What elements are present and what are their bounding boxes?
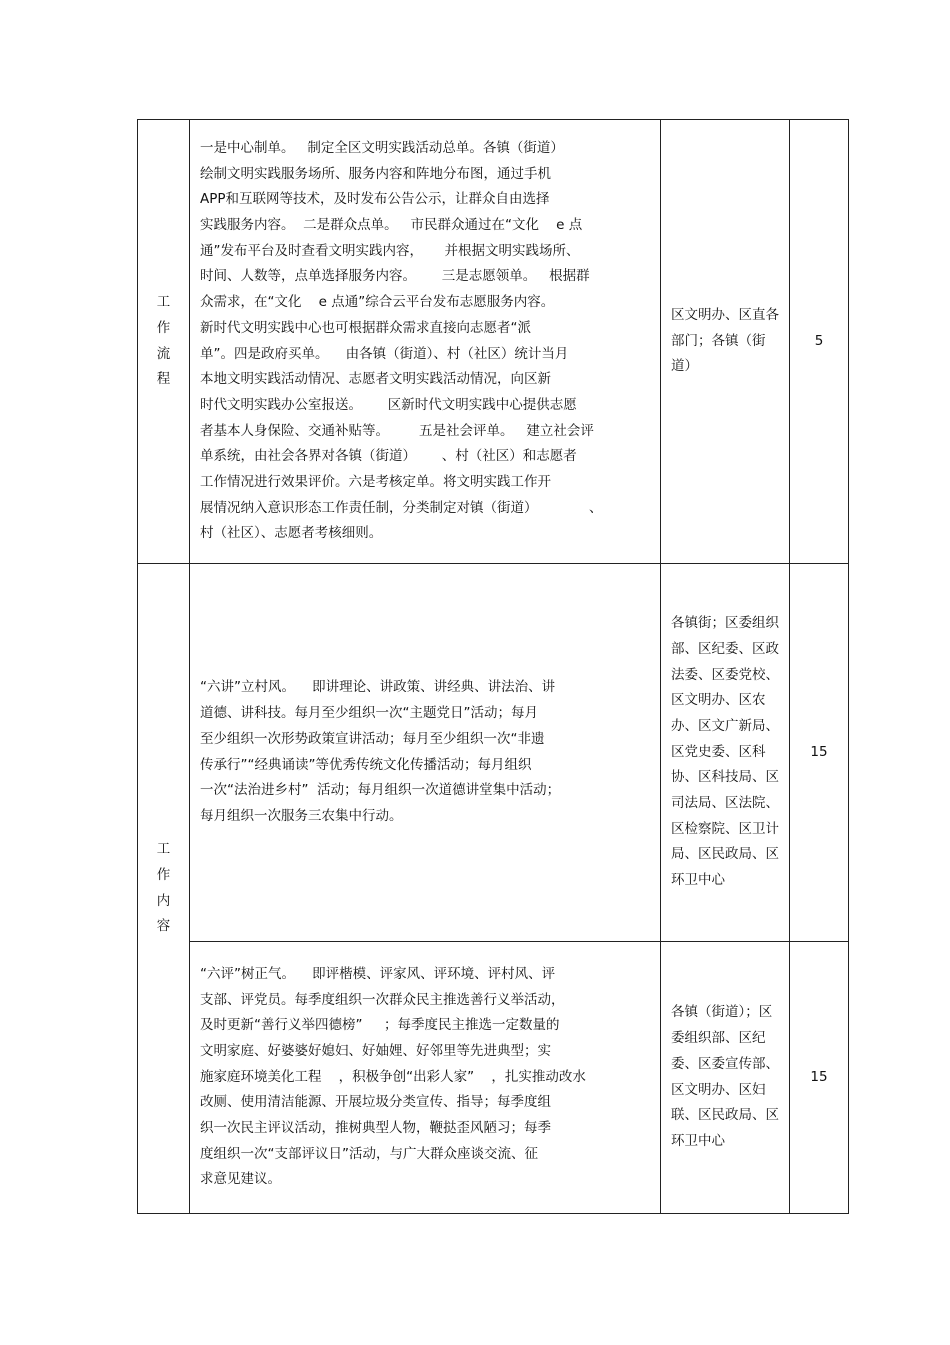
evaluation-table [137,119,849,1214]
content-line: 实践服务内容。 二是群众点单。 市民群众通过在“文化 e 点 [200,216,583,233]
content-line: 改厕、使用清洁能源、开展垃圾分类宣传、指导；每季度组 [200,1094,551,1111]
department-cell: 各镇（街道）；区委组织部、区纪委、区委宣传部、区文明办、区妇联、区民政局、区环卫中心 [661,942,790,1214]
content-line: 众需求，在“文化 e 点通”综合云平台发布志愿服务内容。 [200,294,555,311]
content-line: 绘制文明实践服务场所、服务内容和阵地分布图，通过手机 [200,165,551,182]
content-line: 时代文明实践办公室报送。 区新时代文明实践中心提供志愿 [200,396,577,413]
content-line: 工作情况进行效果评价。六是考核定单。将文明实践工作开 [200,474,551,491]
content-line: “六评”树正气。 即评楷模、评家风、评环境、评村风、评 [200,965,556,982]
content-line: 单”。四是政府买单。 由各镇（街道）、村（社区）统计当月 [200,345,569,362]
content-line: 织一次民主评议活动，推树典型人物，鞭挞歪风陋习；每季 [200,1120,551,1137]
content-line: 时间、人数等，点单选择服务内容。 三是志愿领单。 根据群 [200,268,590,285]
category-cell-content [138,564,190,1214]
table-row [138,120,849,564]
content-cell [190,942,661,1214]
score-cell: 15 [790,942,849,1214]
content-line: 者基本人身保险、交通补贴等。 五是社会评单。 建立社会评 [200,422,594,439]
content-line: 新时代文明实践中心也可根据群众需求直接向志愿者“派 [200,319,531,336]
score-cell: 15 [790,564,849,942]
content-line: 本地文明实践活动情况、志愿者文明实践活动情况，向区新 [200,371,551,388]
content-line: 支部、评党员。每季度组织一次群众民主推选善行义举活动， [200,991,565,1008]
content-line: 单系统，由社会各界对各镇（街道） 、村（社区）和志愿者 [200,448,577,465]
department-cell: 区文明办、区直各部门；各镇（街道） [661,120,790,564]
content-line: 通”发布平台及时查看文明实践内容， 并根据文明实践场所、 [200,242,580,259]
department-cell: 各镇街；区委组织部、区纪委、区政法委、区委党校、区文明办、区农办、区文广新局、区党史委、区科协、区科技局、区司法局、区法院、区检察院、区卫计局、区民政局、区环卫中心 [661,564,790,942]
content-cell [190,564,661,942]
content-line: 文明家庭、好婆婆好媳妇、好妯娌、好邻里等先进典型；实 [200,1042,551,1059]
category-label: 工作流程 [156,294,171,388]
score-cell: 5 [790,120,849,564]
table-row [138,564,849,942]
content-line: 至少组织一次形势政策宣讲活动；每月至少组织一次“非遗 [200,730,545,747]
content-cell [190,120,661,564]
content-line: 展情况纳入意识形态工作责任制，分类制定对镇（街道） 、 [200,499,603,516]
content-line: 每月组织一次服务三农集中行动。 [200,807,403,824]
content-line: 村（社区）、志愿者考核细则。 [200,525,383,542]
content-line: 传承行”“经典诵读”等优秀传统文化传播活动；每月组织 [200,756,532,773]
content-line: “六讲”立村风。 即讲理论、讲政策、讲经典、讲法治、讲 [200,679,556,696]
content-line: 一是中心制单。 制定全区文明实践活动总单。各镇（街道） [200,139,564,156]
content-line: 道德、讲科技。每月至少组织一次“主题党日”活动；每月 [200,705,538,722]
category-cell-workflow [138,120,190,564]
content-line: 及时更新“善行义举四德榜” ；每季度民主推选一定数量的 [200,1017,560,1034]
table-row [138,942,849,1214]
category-label: 工作内容 [156,841,171,935]
content-line: 施家庭环境美化工程 ，积极争创“出彩人家” ，扎实推动改水 [200,1068,586,1085]
content-line: 度组织一次“支部评议日”活动，与广大群众座谈交流、征 [200,1145,538,1162]
content-line: 求意见建议。 [200,1171,281,1188]
content-line: APP和互联网等技术，及时发布公告公示，让群众自由选择 [200,191,550,208]
content-line: 一次“法治进乡村” 活动；每月组织一次道德讲堂集中活动； [200,782,561,799]
